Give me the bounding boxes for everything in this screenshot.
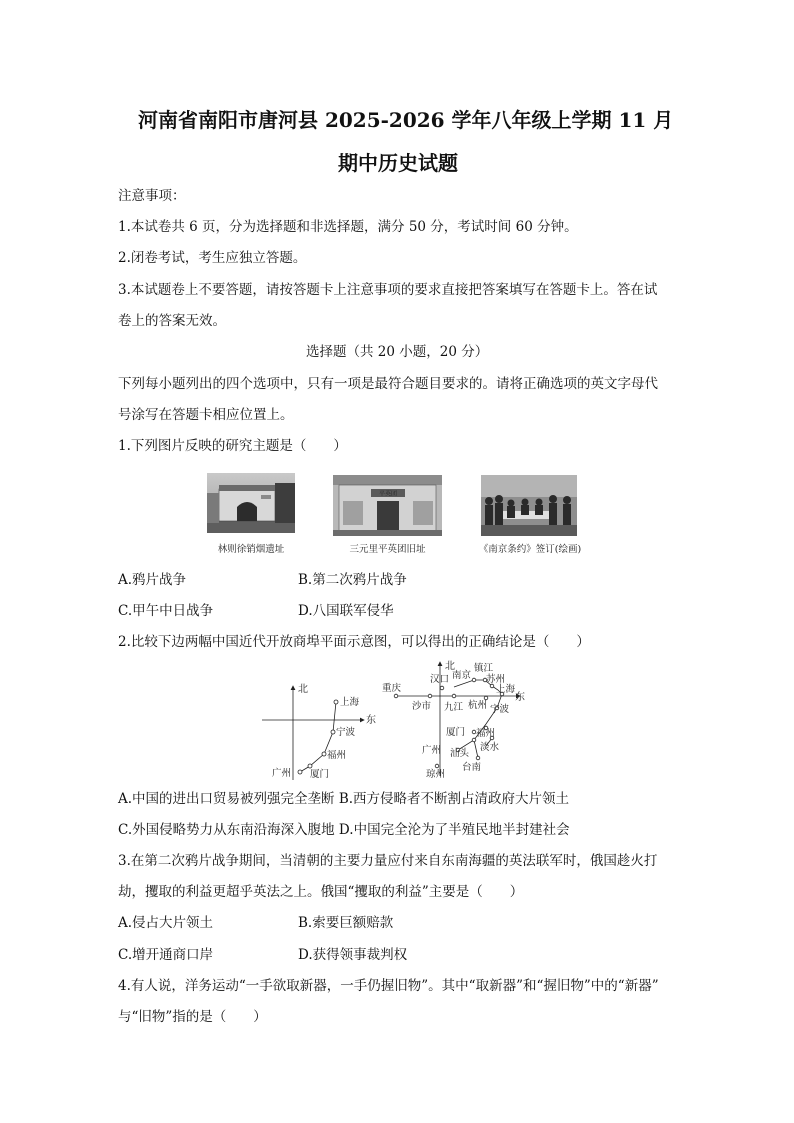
map2-city-shanghai: 上海 — [496, 684, 516, 695]
map2-city-shantou: 汕头 — [450, 748, 470, 759]
map2-city-fuzhou: 福州 — [476, 728, 496, 739]
q3-option-b: B.索要巨额赔款 — [298, 915, 394, 931]
map2-city-ningbo: 宁波 — [490, 704, 510, 715]
map2-city-suzhou: 苏州 — [486, 674, 506, 685]
section-title: 选择题（共 20 小题，20 分） — [306, 344, 489, 360]
q3-stem-line1: 3.在第二次鸦片战争期间，当清朝的主要力量应付来自东南海疆的英法联军时，俄国趁火打 — [118, 853, 658, 869]
q3-option-d: D.获得领事裁判权 — [298, 947, 408, 963]
q1-stem: 1.下列图片反映的研究主题是（ ） — [118, 438, 347, 454]
q2-options-line1: A.中国的进出口贸易被列强完全垄断 B.西方侵略者不断割占清政府大片领土 — [118, 791, 570, 807]
q1-photo-sanyuanli-site — [333, 475, 442, 536]
q1-photo-sign-text: 平英团 — [378, 490, 398, 498]
q1-option-c: C.甲午中日战争 — [118, 603, 214, 619]
map2-north-label: 北 — [445, 661, 455, 672]
q2-map-before — [260, 680, 385, 785]
map2-city-tainan: 台南 — [462, 762, 482, 773]
document-title-line2: 期中历史试题 — [338, 151, 458, 175]
q2-stem: 2.比较下边两幅中国近代开放商埠平面示意图，可以得出的正确结论是（ ） — [118, 634, 590, 650]
q1-caption-1: 林则徐销烟遗址 — [217, 544, 285, 555]
q1-caption-2: 三元里平英团旧址 — [349, 544, 426, 555]
map1-city-ningbo: 宁波 — [336, 727, 356, 738]
map2-city-hankou: 汉口 — [430, 674, 450, 685]
map1-north-label: 北 — [298, 684, 308, 695]
map2-city-xiamen: 厦门 — [446, 727, 466, 738]
document-title-line1: 河南省南阳市唐河县 2025-2026 学年八年级上学期 11 月 — [138, 108, 674, 132]
map2-city-zhenjiang: 镇江 — [474, 663, 494, 674]
q2-options-line2: C.外国侵略势力从东南沿海深入腹地 D.中国完全沦为了半殖民地半封建社会 — [118, 822, 570, 838]
map2-city-chongqing: 重庆 — [382, 683, 402, 694]
notes-heading: 注意事项： — [118, 188, 186, 204]
q3-option-a: A.侵占大片领土 — [118, 915, 214, 931]
map2-city-shashi: 沙市 — [412, 701, 432, 712]
q4-stem-line1: 4.有人说，洋务运动“一手欲取新器，一手仍握旧物”。其中“取新器”和“握旧物”中的“新器” — [118, 978, 659, 994]
q1-caption-3: 《南京条约》签订(绘画) — [478, 544, 582, 555]
q3-stem-line2: 劫，攫取的利益更超乎英法之上。俄国“攫取的利益”主要是（ ） — [118, 884, 524, 900]
map2-city-hangzhou: 杭州 — [468, 700, 488, 711]
notes-item-3-line1: 3.本试题卷上不要答题，请按答题卡上注意事项的要求直接把答案填写在答题卡上。答在试 — [118, 282, 658, 298]
map1-city-shanghai: 上海 — [340, 697, 360, 708]
q1-option-d: D.八国联军侵华 — [298, 603, 394, 619]
notes-item-3-line2: 卷上的答案无效。 — [118, 313, 226, 329]
section-instruction-line2: 号涂写在答题卡相应位置上。 — [118, 407, 294, 423]
q1-photo-treaty-signing — [481, 475, 577, 536]
map2-city-nanjing: 南京 — [452, 670, 472, 681]
map1-city-xiamen: 厦门 — [310, 769, 330, 780]
notes-item-2: 2.闭卷考试，考生应独立答题。 — [118, 250, 307, 266]
q1-photo-humen-site — [207, 473, 295, 533]
map2-city-qiongzhou: 琼州 — [426, 769, 446, 780]
map1-city-fuzhou: 福州 — [327, 750, 347, 761]
map2-east-label: 东 — [515, 692, 525, 703]
q3-option-c: C.增开通商口岸 — [118, 947, 214, 963]
q1-option-b: B.第二次鸦片战争 — [298, 572, 407, 588]
map1-east-label: 东 — [366, 715, 376, 726]
q2-map-after — [382, 658, 527, 780]
map1-city-guangzhou: 广州 — [272, 768, 292, 779]
section-instruction-line1: 下列每小题列出的四个选项中，只有一项是最符合题目要求的。请将正确选项的英文字母代 — [118, 376, 658, 392]
q1-option-a: A.鸦片战争 — [118, 572, 187, 588]
q4-stem-line2: 与“旧物”指的是（ ） — [118, 1009, 267, 1025]
map2-city-guangzhou: 广州 — [422, 745, 442, 756]
map2-city-danshui: 淡水 — [480, 742, 500, 753]
notes-item-1: 1.本试卷共 6 页，分为选择题和非选择题，满分 50 分，考试时间 60 分钟。 — [118, 219, 578, 235]
map2-city-jiujiang: 九江 — [444, 702, 464, 713]
